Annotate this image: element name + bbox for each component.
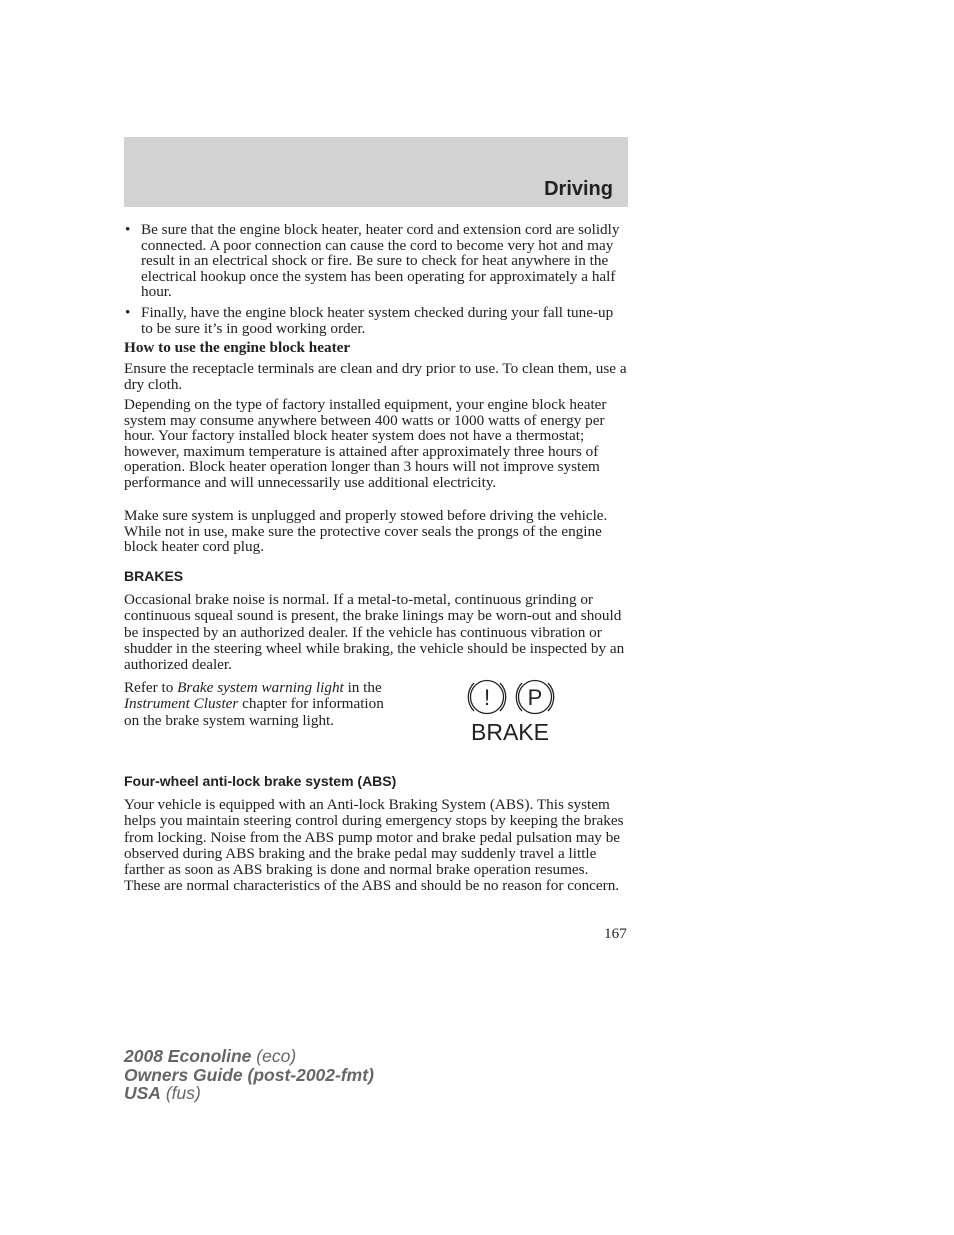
brake-light-reference xyxy=(124,680,386,729)
brakes-heading: BRAKES xyxy=(124,568,184,584)
section-header-bar xyxy=(124,137,628,207)
reference-text: in the xyxy=(343,679,382,696)
bullet-list xyxy=(124,222,628,341)
block-heater-paragraph-2: Depending on the type of factory installed equipment, your engine block heater system may consume anywhere between 400 watts or 1000 watts of energy per hour. Your factory installed block heater system does not have a thermostat; however, maximum temperature is attained after approximately three hours of operation. Block heater operation longer than 3 hours will not improve system performance and will unnecessarily use additional electricity. xyxy=(124,396,607,491)
abs-heading: Four-wheel anti-lock brake system (ABS) xyxy=(124,773,397,789)
exclamation-label: ! xyxy=(483,685,491,710)
footer-model: 2008 Econoline xyxy=(124,1046,252,1066)
bullet-icon: • xyxy=(125,221,131,238)
bullet-icon: • xyxy=(125,303,131,321)
brakes-paragraph: Occasional brake noise is normal. If a metal-to-metal, continuous grinding or continuous squeal sound is present, the brake linings may be worn-out and should be inspected by an authorized dealer. If the vehicle has continuous vibration or shudder in the steering wheel while braking, the vehicle should be inspected by an authorized dealer. xyxy=(124,591,625,674)
list-item xyxy=(124,305,628,336)
footer-guide: Owners Guide (post-2002-fmt) xyxy=(124,1064,374,1085)
block-heater-heading: How to use the engine block heater xyxy=(124,339,351,356)
footer-line-2 xyxy=(124,1066,374,1085)
reference-emphasis: Brake system warning light xyxy=(177,679,344,696)
brake-warning-icon xyxy=(462,678,558,744)
bullet-text: Be sure that the engine block heater, heater cord and extension cord are solidly connected. A poor connection can cause the cord to become very hot and may result in an electrical shock or fire. Be sure to check for heat anywhere in the electrical hookup once the system has been operating for approximately a half hour. xyxy=(141,221,620,301)
reference-emphasis: Instrument Cluster xyxy=(124,695,239,713)
reference-text: chapter for information on the brake system warning light. xyxy=(124,695,384,729)
reference-text: Refer to xyxy=(124,679,178,696)
abs-paragraph: Your vehicle is equipped with an Anti-lock Braking System (ABS). This system helps you maintain steering control during emergency stops by keeping the brakes from locking. Noise from the ABS pump motor and brake pedal pulsation may be observed during ABS braking and the brake pedal may suddenly travel a little farther as soon as ABS braking is done and normal brake operation resumes. These are normal characteristics of the ABS and should be no reason for concern. xyxy=(124,796,624,895)
list-item xyxy=(124,222,628,300)
footer-line-1 xyxy=(124,1047,374,1066)
footer-line-3 xyxy=(124,1084,374,1103)
brake-label: BRAKE xyxy=(471,719,549,744)
block-heater-paragraph-3: Make sure system is unplugged and properly stowed before driving the vehicle. While not in use, make sure the protective cover seals the prongs of the engine block heater cord plug. xyxy=(124,507,608,556)
block-heater-paragraph-1: Ensure the receptacle terminals are clean and dry prior to use. To clean them, use a dry cloth. xyxy=(124,360,627,393)
document-footer xyxy=(124,1047,374,1103)
bullet-text: Finally, have the engine block heater system checked during your fall tune-up to be sure it’s in good working order. xyxy=(141,303,614,337)
section-title: Driving xyxy=(544,178,613,200)
footer-market: USA xyxy=(124,1083,161,1103)
footer-market-code: (fus) xyxy=(160,1083,201,1103)
footer-model-code: (eco) xyxy=(251,1046,297,1066)
parking-label: P xyxy=(527,685,543,710)
page-number: 167 xyxy=(604,925,627,942)
